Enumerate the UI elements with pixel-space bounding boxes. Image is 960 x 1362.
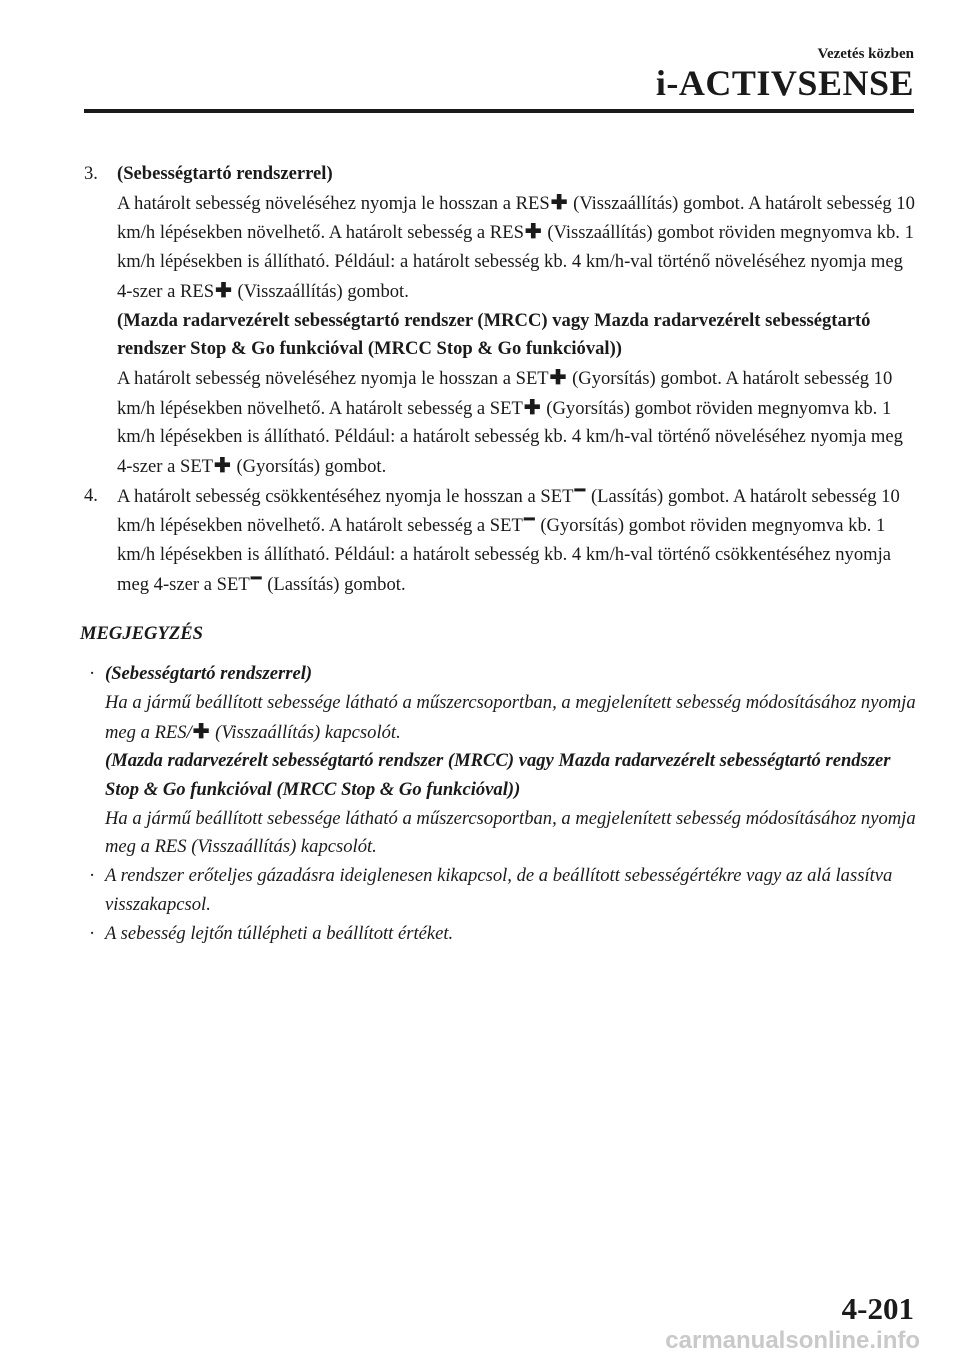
minus-icon: ━ — [250, 567, 262, 588]
minus-icon: ━ — [574, 479, 586, 500]
plus-icon: ✚ — [549, 366, 567, 389]
step-heading: (Sebességtartó rendszerrel) — [117, 163, 333, 184]
note-item — [80, 920, 920, 949]
watermark: carmanualsonline.info — [665, 1327, 920, 1354]
bullet-icon: · — [89, 663, 96, 685]
bullet-icon: · — [89, 865, 96, 887]
section-label: Vezetés közben — [817, 46, 914, 62]
plus-icon: ✚ — [524, 221, 542, 244]
page-content — [80, 160, 920, 948]
plus-icon: ✚ — [214, 455, 231, 478]
plus-icon: ✚ — [550, 191, 568, 214]
bullet-icon: · — [89, 922, 96, 944]
note-item — [80, 862, 920, 919]
step-number: 4. — [84, 484, 98, 506]
note-title: MEGJEGYZÉS — [80, 622, 203, 644]
step-paragraph: A határolt sebesség csökkentéséhez nyomja le hosszan a SET━ (Lassítás) gombot. A határolt sebesség 10 km/h lépésekben növelhető. A határolt sebesség a SET━ (Gyorsítás) gombot röviden megnyomva kb. 1 km/h lépésekben is állítható. Például: a határolt sebesség kb. 4 km/h-val történő csökkentéséhez nyomja meg 4-szer a SET━ (Lassítás) gombot. — [117, 482, 920, 600]
note-text: Ha a jármű beállított sebessége látható a műszercsoportban, a megjelenített sebesség módosításához nyomja meg a RES/✚ (Visszaállítás) kapcsolót. — [105, 689, 920, 747]
note-heading: (Mazda radarvezérelt sebességtartó rendszer (MRCC) vagy Mazda radarvezérelt sebességtartó rendszer Stop & Go funkcióval (MRCC Stop & Go funkcióval)) — [105, 750, 891, 801]
note-heading: (Sebességtartó rendszerrel) — [105, 663, 313, 685]
note-list — [80, 660, 920, 948]
step-number: 3. — [84, 163, 98, 184]
plus-icon: ✚ — [523, 396, 541, 419]
step-3 — [80, 160, 920, 482]
page-number: 4-201 — [841, 1291, 914, 1326]
note-text: Ha a jármű beállított sebessége látható a műszercsoportban, a megjelenített sebesség módosításához nyomja meg a RES (Visszaállítás) kapcsolót. — [105, 807, 916, 858]
note-text: A rendszer erőteljes gázadásra ideiglenesen kikapcsol, de a beállított sebességértékre vagy az alá lassítva visszakapcsol. — [105, 865, 893, 915]
plus-icon: ✚ — [192, 720, 210, 743]
step-paragraph: A határolt sebesség növeléséhez nyomja le hosszan a RES✚ (Visszaállítás) gombot. A határolt sebesség 10 km/h lépésekben növelhető. A határolt sebesség a RES✚ (Visszaállítás) gombot röviden megnyomva kb. 1 km/h lépésekben is állítható. Például: a határolt sebesség kb. 4 km/h-val történő növeléséhez nyomja meg 4-szer a RES✚ (Visszaállítás) gombot. — [117, 189, 920, 307]
step-4 — [80, 479, 920, 600]
step-paragraph: A határolt sebesség növeléséhez nyomja le hosszan a SET✚ (Gyorsítás) gombot. A határolt sebesség 10 km/h lépésekben növelhető. A határolt sebesség a SET✚ (Gyorsítás) gombot röviden megnyomva kb. 1 km/h lépésekben is állítható. Például: a határolt sebesség kb. 4 km/h-val történő növeléséhez nyomja meg 4-szer a SET✚ (Gyorsítás) gombot. — [117, 364, 920, 482]
minus-icon: ━ — [523, 509, 535, 530]
note-item — [80, 660, 920, 862]
step-heading: (Mazda radarvezérelt sebességtartó rendszer (MRCC) vagy Mazda radarvezérelt sebességtartó rendszer Stop & Go funkcióval (MRCC Stop & Go funkcióval)) — [117, 309, 871, 360]
header-divider — [84, 109, 914, 113]
note-text: A sebesség lejtőn túllépheti a beállított értéket. — [105, 922, 454, 944]
plus-icon: ✚ — [215, 279, 232, 302]
chapter-title: i-ACTIVSENSE — [655, 63, 914, 103]
